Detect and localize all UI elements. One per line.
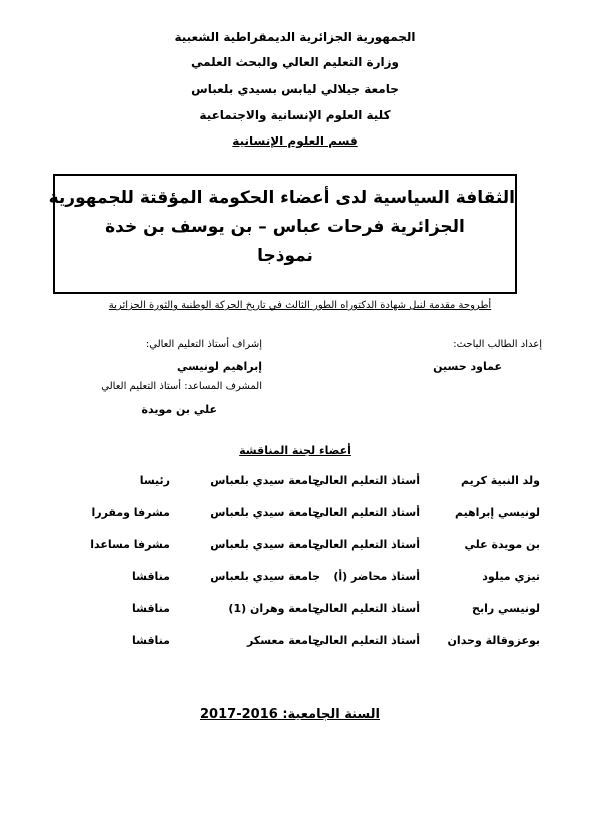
student-label: إعداد الطالب الباحث: — [453, 339, 542, 350]
academic-year: السنة الجامعية: 2016-2017 — [200, 707, 380, 722]
jury-member-institution: جامعة سيدي بلعباس — [210, 506, 320, 519]
jury-member-institution: جامعة وهران (1) — [228, 602, 320, 615]
jury-member-name: لونيسي إبراهيم — [454, 506, 540, 519]
cosupervisor-name: علي بن مويدة — [141, 403, 217, 416]
thesis-subtitle: أطروحة مقدمة لنيل شهادة الدكتوراه الطور الثالث في تاريخ الحركة الوطنية والثورة الجزائرية — [108, 300, 492, 311]
thesis-title-line-1: الثقافة السياسية لدى أعضاء الحكومة المؤقتة للجمهورية — [48, 188, 515, 208]
jury-member-role: مشرفا مساعدا — [90, 538, 170, 551]
university-header: جامعة جيلالي ليابس بسيدي بلعباس — [191, 82, 399, 96]
jury-title: أعضاء لجنة المناقشة — [239, 444, 351, 457]
jury-member-rank: أستاذ التعليم العالي — [313, 506, 420, 519]
jury-member-name: ولد النبية كريم — [460, 474, 540, 487]
ministry-header: وزارة التعليم العالي والبحث العلمي — [190, 55, 400, 69]
jury-member-rank: أستاذ محاضر (أ) — [333, 570, 420, 583]
jury-row — [60, 474, 540, 506]
jury-member-institution: جامعة سيدي بلعباس — [210, 538, 320, 551]
supervisor-name: إبراهيم لونيسي — [176, 360, 262, 373]
jury-member-institution: جامعة سيدي بلعباس — [210, 570, 320, 583]
jury-member-institution: جامعة سيدي بلعباس — [210, 474, 320, 487]
department-header: قسم العلوم الإنسانية — [232, 134, 358, 148]
jury-row — [60, 506, 540, 538]
jury-member-role: مناقشا — [132, 602, 170, 615]
jury-member-rank: أستاذ التعليم العالي — [313, 538, 420, 551]
thesis-title-box — [48, 174, 517, 294]
supervisor-label: إشراف أستاذ التعليم العالي: — [145, 339, 262, 350]
jury-member-role: مناقشا — [132, 634, 170, 647]
jury-member-rank: أستاذ التعليم العالي — [313, 474, 420, 487]
jury-row — [60, 570, 540, 602]
jury-member-name: بن مويدة علي — [464, 538, 540, 551]
jury-row — [60, 602, 540, 634]
jury-member-institution: جامعة معسكر — [246, 634, 320, 647]
student-name: عماود حسين — [433, 360, 502, 373]
jury-member-name: بوعزوقالة وحدان — [447, 634, 540, 647]
cosupervisor-label: المشرف المساعد: أستاذ التعليم العالي — [101, 381, 262, 392]
jury-member-name: تيزي ميلود — [482, 570, 540, 583]
jury-member-rank: أستاذ التعليم العالي — [313, 634, 420, 647]
thesis-title-line-3: نموذجا — [257, 246, 313, 266]
jury-table — [60, 474, 540, 666]
faculty-header: كلية العلوم الإنسانية والاجتماعية — [199, 108, 391, 122]
jury-member-role: رئيسا — [139, 474, 170, 487]
jury-member-rank: أستاذ التعليم العالي — [313, 602, 420, 615]
jury-row — [60, 538, 540, 570]
thesis-title-line-2: الجزائرية فرحات عباس – بن يوسف بن خدة — [105, 217, 465, 237]
republic-header: الجمهورية الجزائرية الديمقراطية الشعبية — [174, 30, 416, 44]
jury-member-name: لونيسي رابح — [472, 602, 540, 615]
jury-member-role: مناقشا — [132, 570, 170, 583]
jury-row — [60, 634, 540, 666]
jury-member-role: مشرفا ومقررا — [91, 506, 170, 519]
